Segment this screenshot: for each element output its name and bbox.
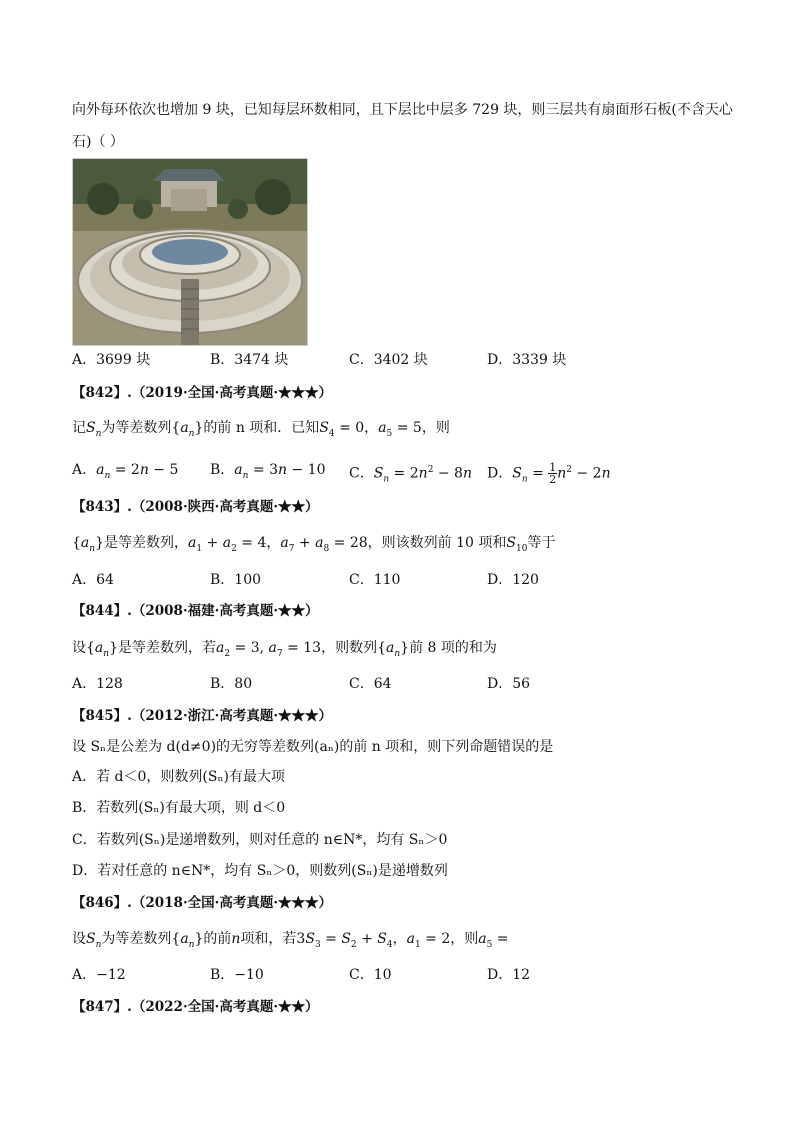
q843-header: 【843】.（2008·陕西·高考真题·★★） [72,499,319,515]
q844-stem: 设$\{a_n\}$是等差数列，若$a_2 = 3$, $a_7 = 13$，则数列$\{a_n\}$前 8 项的和为 [72,640,497,659]
q841-option-c[interactable]: C．3402 块 [349,352,428,368]
intro-line-1: 向外每环依次也增加 9 块，已知每层环数相同，且下层比中层多 729 块，则三层共有扇面形石板(不含天心 [72,102,733,118]
q842-option-a[interactable]: A．$a_n = 2n - 5$ [72,462,179,481]
q841-option-a[interactable]: A．3699 块 [72,352,151,368]
q844-option-a[interactable]: A．128 [72,676,123,692]
q842-option-d[interactable]: D．$S_n$ = $\frac{1}{2}$ $n^2 - 2n$ [487,461,611,487]
q844-header: 【844】.（2008·福建·高考真题·★★） [72,603,319,619]
q841-option-d[interactable]: D．3339 块 [487,352,567,368]
intro-line-2: 石)（ ） [72,134,124,150]
q843-option-d[interactable]: D．120 [487,572,539,588]
q846-option-a[interactable]: A．−12 [72,967,126,983]
q842-option-b[interactable]: B．$a_n = 3n - 10$ [210,462,326,481]
q845-option-c[interactable]: C．若数列(Sₙ)是递增数列，则对任意的 n∈N*，均有 Sₙ＞0 [72,832,448,848]
q842-header: 【842】.（2019·全国·高考真题·★★★） [72,385,333,401]
q843-option-a[interactable]: A．64 [72,572,114,588]
q842-option-c[interactable]: C．$S_n = 2n^2 - 8n$ [349,465,472,485]
altar-photo [72,158,308,346]
q846-option-c[interactable]: C．10 [349,967,392,983]
q847-header: 【847】.（2022·全国·高考真题·★★） [72,999,319,1015]
q846-option-d[interactable]: D．12 [487,967,531,983]
q844-option-d[interactable]: D．56 [487,676,531,692]
q843-stem: $\{a_n\}$是等差数列，$a_1 + a_2 = 4$，$a_7 + a_8 = 28$，则该数列前 10 项和$S_{10}$等于 [72,535,556,554]
q842-stem: 记$S_n$为等差数列$\{a_n\}$的前 n 项和．已知$S_4 = 0$，$a_5 = 5$，则 [72,420,450,439]
q845-option-b[interactable]: B．若数列(Sₙ)有最大项，则 d＜0 [72,800,286,816]
q846-option-b[interactable]: B．−10 [210,967,264,983]
q845-option-a[interactable]: A．若 d＜0，则数列(Sₙ)有最大项 [72,769,286,785]
q845-stem: 设 Sₙ是公差为 d(d≠0)的无穷等差数列(aₙ)的前 n 项和，则下列命题错误的是 [72,739,554,755]
q845-header: 【845】.（2012·浙江·高考真题·★★★） [72,708,333,724]
q846-stem: 设$S_n$为等差数列$\{a_n\}$的前n项和，若$3S_3 = S_2 + S_4$，$a_1 = 2$，则$a_5$ = [72,931,509,950]
q843-option-b[interactable]: B．100 [210,572,262,588]
q841-option-b[interactable]: B．3474 块 [210,352,289,368]
q844-option-b[interactable]: B．80 [210,676,253,692]
q846-header: 【846】.（2018·全国·高考真题·★★★） [72,895,333,911]
q845-option-d[interactable]: D．若对任意的 n∈N*，均有 Sₙ＞0，则数列(Sₙ)是递增数列 [72,863,448,879]
q843-option-c[interactable]: C．110 [349,572,401,588]
q844-option-c[interactable]: C．64 [349,676,392,692]
